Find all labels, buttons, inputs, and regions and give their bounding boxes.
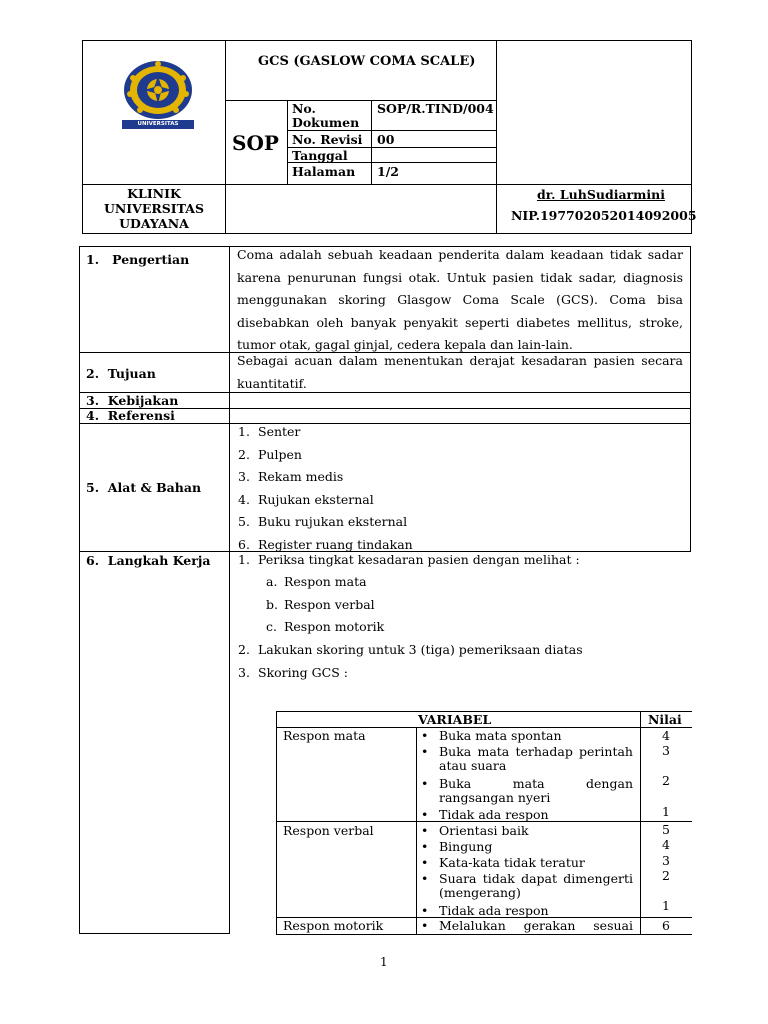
list-item: 2. Lakukan skoring untuk 3 (tiga) pemeriksaan diatas — [238, 642, 583, 657]
list-item: 5. Buku rujukan eksternal — [238, 514, 408, 529]
section-6-substeps — [266, 571, 384, 639]
list-item: 3. Skoring GCS : — [238, 664, 348, 680]
gcs-score: 1 — [662, 898, 670, 913]
list-item: 1. Periksa tingkat kesadaran pasien dengan melihat : — [238, 552, 580, 567]
tanggal-label: Tanggal — [292, 148, 348, 163]
gcs-score: 5 — [662, 822, 670, 837]
list-item: • Melalukan gerakan sesuai — [421, 918, 633, 933]
section-6-steps — [238, 549, 580, 572]
section-1-label: 1. Pengertian — [86, 252, 190, 267]
list-item: 1. Senter — [238, 424, 301, 439]
section-5-label: 5. Alat & Bahan — [86, 480, 202, 495]
list-item: • Bingung — [421, 839, 493, 854]
no-revisi-value: 00 — [377, 132, 395, 147]
document-title: GCS (GASLOW COMA SCALE) — [258, 54, 476, 69]
list-item: b. Respon verbal — [266, 596, 375, 612]
gcs-verbal-label: Respon verbal — [283, 823, 374, 838]
list-item: • Suara tidak dapat dimengerti (mengerang) — [421, 871, 633, 900]
gcs-score: 2 — [662, 773, 670, 788]
list-item: • Buka mata dengan rangsangan nyeri — [421, 776, 633, 805]
list-item: • Tidak ada respon — [421, 903, 549, 918]
section-5-list — [238, 421, 413, 556]
no-dokumen-label-2: Dokumen — [292, 115, 360, 130]
no-dokumen-value: SOP/R.TIND/004 — [377, 101, 494, 116]
section-6-steps-cont — [238, 639, 583, 684]
section-6-label: 6. Langkah Kerja — [86, 553, 211, 568]
halaman-value: 1/2 — [377, 164, 399, 179]
university-logo — [108, 58, 208, 136]
section-2-text: Sebagai acuan dalam menentukan derajat kesadaran pasien secara kuantitatif. — [237, 353, 683, 391]
list-item: 6. Register ruang tindakan — [238, 536, 413, 552]
clinic-name: KLINIK UNIVERSITAS UDAYANA — [103, 186, 204, 231]
gcs-score: 4 — [662, 728, 670, 743]
gcs-score: 3 — [662, 853, 670, 868]
halaman-label: Halaman — [292, 164, 356, 179]
no-dokumen-label: No. — [292, 101, 316, 116]
signer-nip: NIP.197702052014092005 — [511, 208, 697, 223]
section-1-text: Coma adalah sebuah keadaan penderita dalam keadaan tidak sadar karena penurunan fungsi otak. Untuk pasien tidak sadar, diagnosis menggunakan skoring Glasgow Coma Scale (GCS). Coma bisa disebabkan oleh banyak penyakit seperti diabetes mellitus, stroke, tumor otak, gagal ginjal, cedera kepala dan lain-lain. — [237, 247, 683, 352]
list-item: • Orientasi baik — [421, 823, 529, 838]
list-item: 3. Rekam medis — [238, 469, 344, 484]
section-3-label: 3. Kebijakan — [86, 393, 179, 408]
gcs-score: 6 — [662, 918, 670, 933]
gcs-col-variabel: VARIABEL — [418, 712, 492, 727]
section-2-label: 2. Tujuan — [86, 366, 156, 381]
list-item: • Buka mata spontan — [421, 728, 562, 743]
list-item: • Buka mata terhadap perintah atau suara — [421, 744, 633, 773]
list-item: a. Respon mata — [266, 574, 367, 589]
list-item: • Kata-kata tidak teratur — [421, 855, 585, 870]
section-4-label: 4. Referensi — [86, 408, 175, 423]
page-number: 1 — [380, 955, 388, 969]
list-item: 2. Pulpen — [238, 446, 302, 462]
sop-label: SOP — [232, 131, 279, 155]
list-item: • Tidak ada respon — [421, 807, 549, 822]
gcs-motorik-label: Respon motorik — [283, 918, 384, 933]
gcs-score: 1 — [662, 804, 670, 819]
gcs-score: 4 — [662, 837, 670, 852]
logo-text: UNIVERSITAS UDAYANA — [137, 121, 179, 136]
signer-name: dr. LuhSudiarmini — [537, 187, 665, 202]
gcs-score: 2 — [662, 868, 670, 883]
list-item: 4. Rujukan eksternal — [238, 491, 374, 507]
gcs-score: 3 — [662, 743, 670, 758]
no-revisi-label: No. Revisi — [292, 132, 363, 147]
gcs-mata-label: Respon mata — [283, 728, 366, 743]
gcs-col-nilai: Nilai — [648, 712, 682, 727]
list-item: c. Respon motorik — [266, 619, 385, 634]
